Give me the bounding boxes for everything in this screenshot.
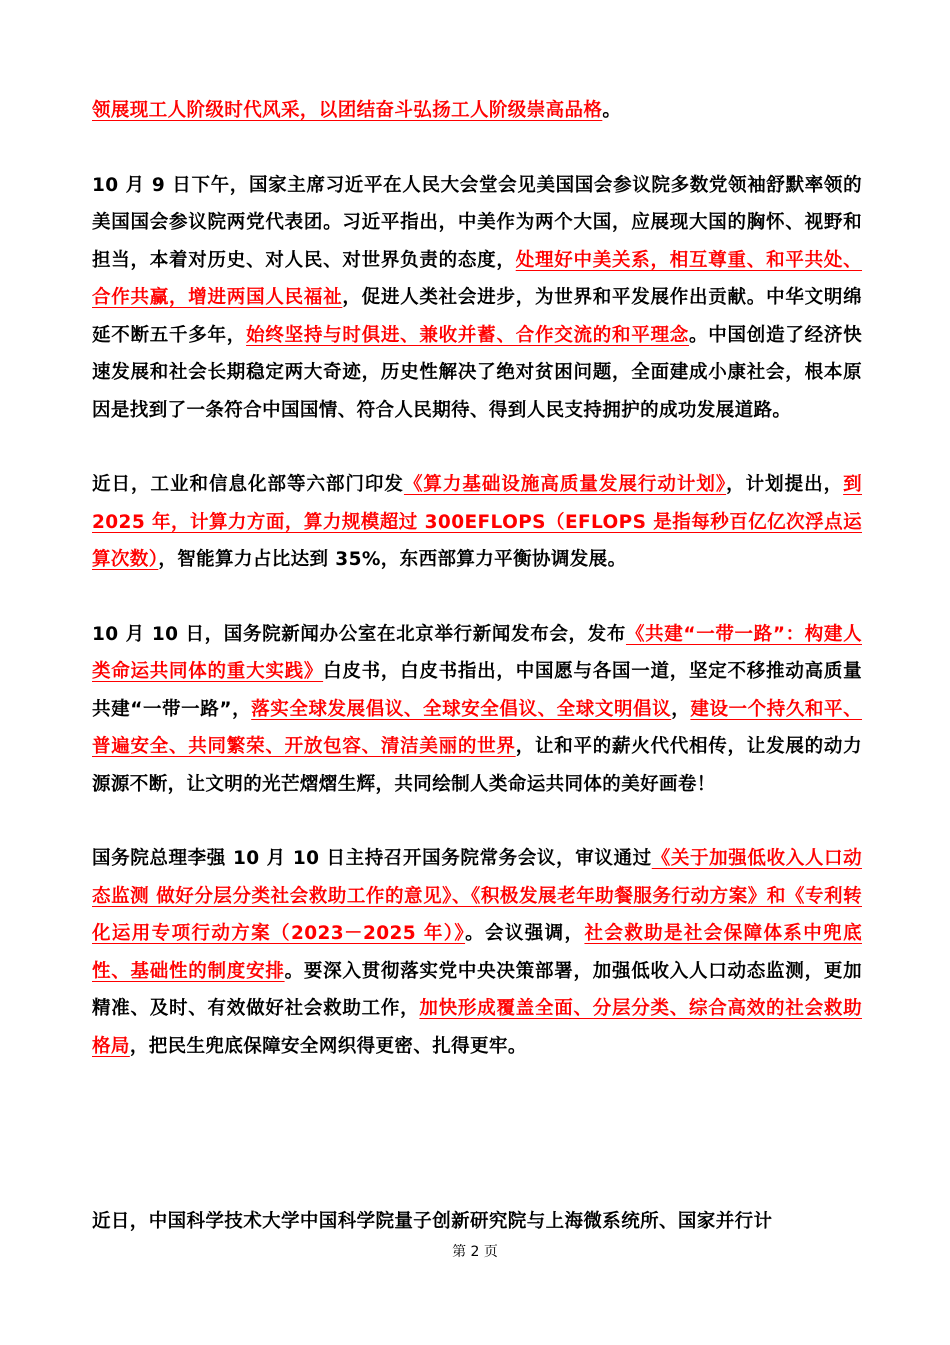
paragraph: [92, 92, 862, 130]
paragraph: [92, 616, 862, 804]
body-text: ，: [671, 698, 691, 720]
paragraph: [92, 167, 862, 430]
body-text: 10 月 9 日下午，国家主席习近平在人民大会堂会见美国国会参议院多数党领袖舒默率领的美国国会参议院两党代表团。习近平指出，中美作为两个大国，应展现大国的胸怀、视野和担当，本着对历史、对人民、对世界负责的态度，: [92, 174, 862, 271]
highlighted-text: 社会救助是社会保障体系中兜底性、基础性的制度安排: [92, 923, 862, 982]
highlighted-text: 建设一个持久和平、普遍安全、共同繁荣、开放包容、清洁美丽的世界: [92, 698, 863, 757]
body-text: 。会议强调，: [465, 923, 585, 944]
highlighted-text: 处理好中美关系，相互尊重、和平共处、合作共赢，增进两国人民福祉: [92, 249, 863, 308]
body-text: 。: [602, 100, 622, 121]
highlighted-text: 到 2025 年，计算力方面，算力规模超过 300EFLOPS（EFLOPS 是指每秒百亿亿次浮点运算次数）: [92, 474, 863, 570]
page-number: 第 2 页: [452, 1244, 498, 1260]
body-text: ，让和平的薪火代代相传，让发展的动力源源不断，让文明的光芒熠熠生辉，共同绘制人类命运共同体的美好画卷！: [92, 736, 863, 795]
body-text: 。中国创造了经济快速发展和社会长期稳定两大奇迹，历史性解决了绝对贫困问题，全面建成小康社会，根本原因是找到了一条符合中国国情、符合人民期待、得到人民支持拥护的成功发展道路。: [92, 324, 863, 421]
body-text: 白皮书，白皮书指出，中国愿与各国一道，坚定不移推动高质量共建“一带一路”，: [92, 661, 862, 720]
paragraph: [92, 466, 862, 579]
body-text: ，智能算力占比达到 35%，东西部算力平衡协调发展。: [158, 549, 627, 570]
paragraph-partial: 近日，中国科学技术大学中国科学院量子创新研究院与上海微系统所、国家并行计: [92, 1211, 773, 1232]
highlighted-text: 《共建“一带一路”：构建人类命运共同体的重大实践》: [92, 623, 862, 682]
highlighted-text: 《算力基础设施高质量发展行动计划》: [403, 474, 727, 495]
body-text: 近日，工业和信息化部等六部门印发: [92, 474, 404, 495]
body-text: ，促进人类社会进步，为世界和平发展作出贡献。中华文明绵延不断五千多年，: [92, 287, 863, 346]
document-body: [92, 92, 862, 1065]
highlighted-text: 加快形成覆盖全面、分层分类、综合高效的社会救助格局: [92, 998, 862, 1057]
body-text: 国务院总理李强 10 月 10 日主持召开国务院常务会议，审议通过: [92, 848, 652, 869]
body-text: 。要深入贯彻落实党中央决策部署，加强低收入人口动态监测，更加精准、及时、有效做好社会救助工作，: [92, 960, 862, 1019]
highlighted-text: 落实全球发展倡议、全球安全倡议、全球文明倡议: [251, 698, 672, 720]
highlighted-text: 《关于加强低收入人口动态监测 做好分层分类社会救助工作的意见》、《积极发展老年助餐服务行动方案》和《专利转化运用专项行动方案（2023－2025 年）》: [92, 848, 862, 944]
highlighted-text: 领展现工人阶级时代风采，以团结奋斗弘扬工人阶级崇高品格: [92, 100, 603, 121]
highlighted-text: 始终坚持与时俱进、兼收并蓄、合作交流的和平理念: [246, 324, 690, 346]
body-text: ，把民生兜底保障安全网织得更密、扎得更牢。: [129, 1035, 527, 1057]
body-text: 10 月 10 日，国务院新闻办公室在北京举行新闻发布会，发布: [92, 623, 626, 645]
paragraph: [92, 840, 862, 1065]
body-text: ，计划提出，: [726, 474, 844, 495]
